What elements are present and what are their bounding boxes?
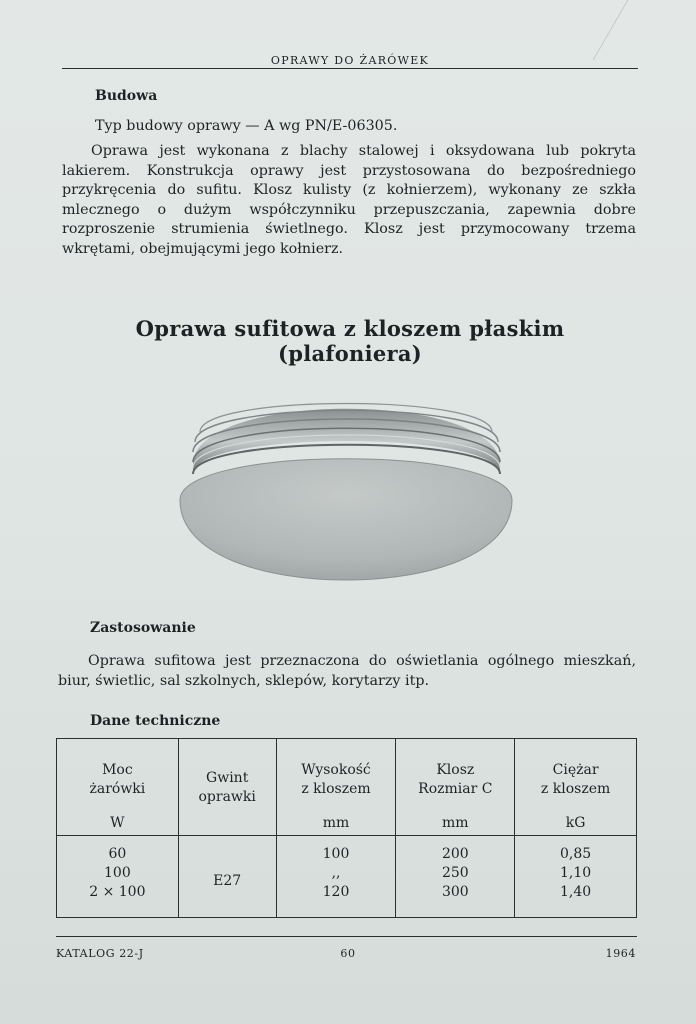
col-ciezar-label-2: z kloszem [540, 781, 611, 797]
zastosowanie-heading: Zastosowanie [90, 620, 196, 636]
col-ciezar-unit: kG [565, 815, 586, 831]
technical-data-table [56, 738, 637, 918]
dane-heading: Dane techniczne [90, 713, 221, 729]
col-gwint-label-1: Gwint [206, 770, 249, 786]
ciezar-values [515, 836, 637, 918]
col-klosz-label-1: Klosz [436, 762, 475, 778]
wysokosc-value: ,, [331, 865, 341, 881]
zastosowanie-text-block [58, 652, 636, 691]
col-ciezar-header [515, 739, 637, 836]
table-header-row [57, 739, 637, 836]
klosz-values [396, 836, 515, 918]
col-moc-unit: W [110, 815, 125, 831]
page-number: 60 [340, 947, 356, 960]
page-crease [593, 0, 689, 60]
footer-rule [56, 936, 637, 937]
col-gwint-header [178, 739, 276, 836]
col-gwint-label-2: oprawki [198, 789, 256, 805]
running-head: OPRAWY DO ŻARÓWEK [270, 54, 430, 67]
header-rule [62, 68, 638, 69]
footer-catalog: KATALOG 22-J [56, 947, 144, 960]
product-title: Oprawa sufitowa z kloszem płaskim (plafoniera) [135, 316, 565, 366]
col-wysokosc-label-2: z kloszem [301, 781, 371, 797]
gwint-value: E27 [213, 872, 242, 889]
klosz-value: 300 [441, 884, 469, 900]
wysokosc-value: 120 [322, 884, 350, 900]
klosz-value: 250 [441, 865, 469, 881]
gwint-values [178, 836, 276, 918]
budowa-type-line [95, 117, 636, 137]
moc-value: 60 [108, 846, 127, 862]
col-klosz-label-2: Rozmiar C [418, 781, 493, 797]
budowa-type-text: Typ budowy oprawy — A wg PN/E-06305. [95, 118, 398, 134]
klosz-value: 200 [441, 846, 469, 862]
wysokosc-values [276, 836, 396, 918]
table-data-row [57, 836, 637, 918]
moc-values [57, 836, 179, 918]
col-moc-label-1: Moc [102, 762, 133, 778]
footer-year: 1964 [605, 947, 636, 960]
col-moc-header [57, 739, 179, 836]
moc-value: 2 × 100 [89, 884, 146, 900]
ciezar-value: 0,85 [560, 846, 592, 862]
ciezar-value: 1,40 [560, 884, 592, 900]
col-wysokosc-header [276, 739, 396, 836]
col-klosz-unit: mm [442, 815, 469, 831]
col-wysokosc-label-1: Wysokość [301, 762, 371, 778]
budowa-heading: Budowa [95, 88, 158, 104]
col-moc-label-2: żarówki [89, 781, 146, 797]
wysokosc-value: 100 [322, 846, 350, 862]
moc-value: 100 [104, 865, 131, 881]
budowa-description-text: Oprawa jest wykonana z blachy stalowej i oksydowana lub pokryta lakierem. Konstrukcja oprawy jest przystosowana do bezpośredniego przykręcenia do sufitu. Klosz kulisty (z kołnierzem), wykonany ze szkła mlecznego o dużym współczynniku przepuszczania, zapewnia dobre rozproszenie strumienia świetlnego. Klosz jest przymocowany trzema wkrętami, obejmującymi jego kołnierz. [62, 143, 636, 257]
zastosowanie-text: Oprawa sufitowa jest przeznaczona do oświetlania ogólnego mieszkań, biur, świetlic, sal szkolnych, sklepów, korytarzy itp. [58, 653, 636, 689]
col-klosz-header [396, 739, 515, 836]
plafoniera-lamp-image [178, 390, 514, 585]
ciezar-value: 1,10 [560, 865, 592, 881]
budowa-description [62, 142, 636, 259]
col-ciezar-label-1: Ciężar [552, 762, 599, 778]
col-wysokosc-unit: mm [322, 815, 350, 831]
